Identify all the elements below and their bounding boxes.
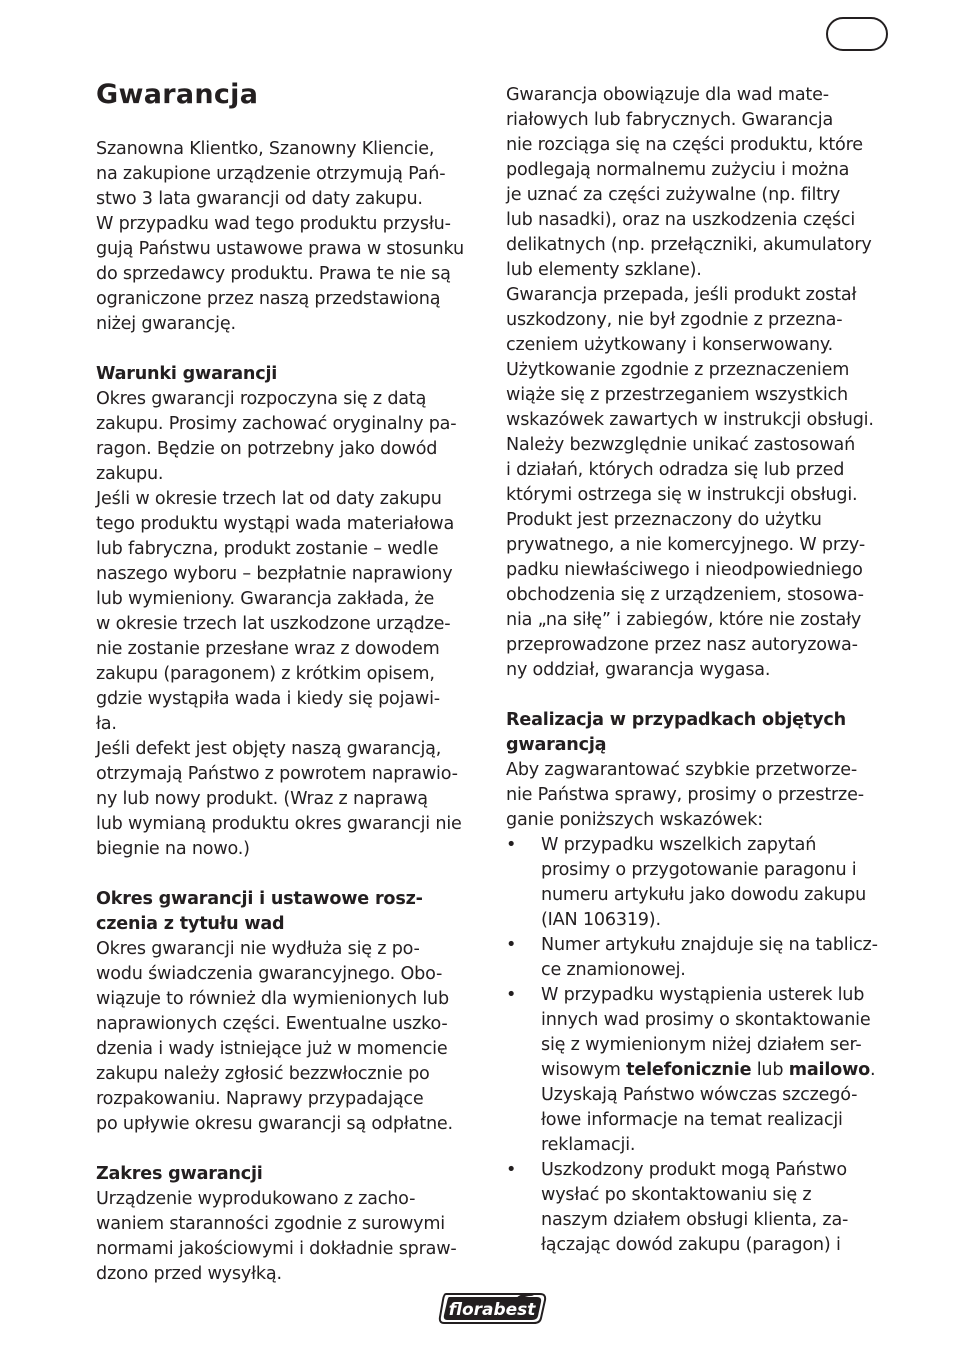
- list-item: • W przypadku wszelkich zapytań prosimy o przygotowanie paragonu i numeru artykułu jako dowodu zakupu (IAN 106319).: [506, 835, 867, 930]
- scope-paragraph-3: Gwarancja przepada, jeśli produkt został uszkodzony, nie był zgodnie z przezna- czeniem użytkowany i konserwowany. Użytkowanie zgodnie z przeznaczeniem wiąże się z przestrzeganiem wszystkich wskazówek zawartych w instrukcji obsługi. Należy bezwzględnie unikać zastosowań i działań, których odradza się lub przed którymi ostrzega się w instrukcji obsługi. Produkt jest przeznaczony do użytku prywatnego, a nie komercyjnego. W przy- padku niewłaściwego i nieodpowiedniego obchodzenia się z urządzeniem, stosowa- nia „na siłę” i zabiegów, które nie zostały przeprowadzone przez nasz autoryzowa- ny oddział, gwarancja wygasa.: [506, 285, 874, 680]
- claims-list: [506, 833, 892, 1258]
- period-paragraph: Okres gwarancji nie wydłuża się z po- wodu świadczenia gwarancyjnego. Obo- wiązuje to również dla wymienionych lub naprawionych części. Ewentualne uszko- dzenia i wady istniejące już w momencie zakupu należy zgłosić bezzwłocznie po rozpakowaniu. Naprawy przypadające po upływie okresu gwarancji są odpłatne.: [96, 939, 453, 1134]
- claims-intro: Aby zagwarantować szybkie przetworze- nie Państwa sprawy, prosimy o przestrze- ganie poniższych wskazówek:: [506, 760, 864, 830]
- conditions-heading: Warunki gwarancji: [96, 364, 278, 384]
- bullet-icon: •: [506, 985, 517, 1005]
- page-title: Gwarancja: [96, 79, 259, 110]
- intro-paragraph: Szanowna Klientko, Szanowny Kliencie, na zakupione urządzenie otrzymują Pań- stwo 3 lata gwarancji od daty zakupu. W przypadku wad tego produktu przysłu- gują Państwu ustawowe prawa w stosunku do sprzedawcy produktu. Prawa te nie są ograniczone przez naszą przedstawioną niżej gwarancję.: [96, 139, 464, 334]
- bullet-icon: •: [506, 835, 517, 855]
- claims-heading: Realizacja w przypadkach objętych gwarancją: [506, 710, 846, 755]
- logo-text: florabest: [448, 1300, 536, 1320]
- list-item: • Uszkodzony produkt mogą Państwo wysłać po skontaktowaniu się z naszym działem obsługi klienta, za- łączając dowód zakupu (paragon) i: [506, 1160, 849, 1255]
- period-heading: Okres gwarancji i ustawowe rosz- czenia z tytułu wad: [96, 889, 423, 934]
- email-contact-label: mailowo: [788, 1060, 871, 1080]
- scope-heading: Zakres gwarancji: [96, 1164, 263, 1184]
- conditions-paragraph-1: Okres gwarancji rozpoczyna się z datą zakupu. Prosimy zachować oryginalny pa- ragon. Będzie on potrzebny jako dowód zakupu.: [96, 389, 457, 484]
- left-column: [96, 80, 480, 1287]
- list-item: • Numer artykułu znajduje się na tablicz- ce znamionowej.: [506, 935, 878, 980]
- conditions-paragraph-3: Jeśli defekt jest objęty naszą gwarancją, otrzymają Państwo z powrotem naprawio- ny lub nowy produkt. (Wraz z naprawą lub wymianą produktu okres gwarancji nie biegnie na nowo.): [96, 739, 462, 859]
- bullet-icon: •: [506, 1160, 517, 1180]
- scope-paragraph-2: Gwarancja obowiązuje dla wad mate- riałowych lub fabrycznych. Gwarancja nie rozciąga się na części produktu, które podlegają normalnemu zużyciu i można je uznać za części zużywalne (np. filtry lub nasadki), oraz na uszkodzenia części delikatnych (np. przełączniki, akumulatory lub elementy szklane).: [506, 85, 872, 280]
- bullet-icon: •: [506, 935, 517, 955]
- right-column: [506, 83, 892, 1258]
- phone-contact-label: telefonicznie: [626, 1060, 752, 1080]
- list-item: • W przypadku wystąpienia usterek lub innych wad prosimy o skontaktowanie się z wymienionym niżej działem ser- wisowym telefonicznie lub mailowo. Uzyskają Państwo wówczas szczegó- łowe informacje na temat realizacji reklamacji.: [506, 985, 876, 1155]
- language-badge: [826, 17, 888, 51]
- scope-paragraph: Urządzenie wyprodukowano z zacho- waniem staranności zgodnie z surowymi normami jakościowymi i dokładnie spraw- dzono przed wysyłką.: [96, 1189, 457, 1284]
- florabest-logo: [438, 1290, 548, 1326]
- conditions-paragraph-2: Jeśli w okresie trzech lat od daty zakupu tego produktu wystąpi wada materiałowa lub fabryczna, produkt zostanie – wedle naszego wyboru – bezpłatnie naprawiony lub wymieniony. Gwarancja zakłada, że w okresie trzech lat uszkodzone urządze- nie zostanie przesłane wraz z dowodem zakupu (paragonem) z krótkim opisem, gdzie wystąpiła wada i kiedy się pojawi- ła.: [96, 489, 455, 734]
